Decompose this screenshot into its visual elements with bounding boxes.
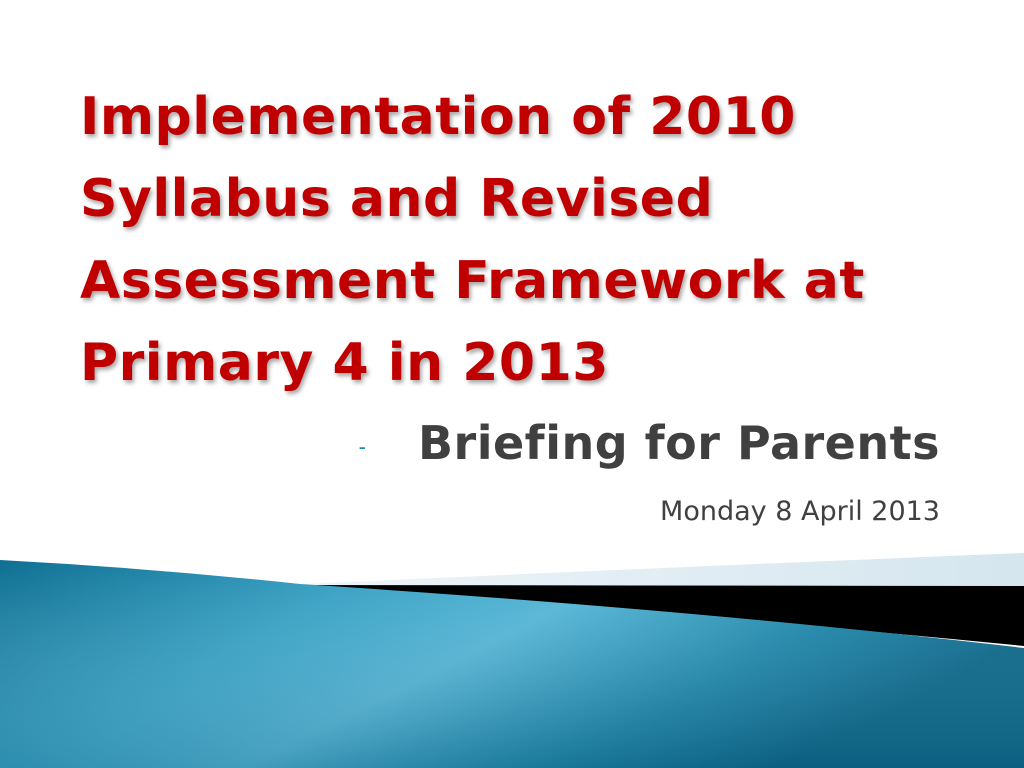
slide-title-line: Primary 4 in 2013: [80, 333, 609, 393]
slide-title-line: Assessment Framework at: [80, 251, 865, 311]
light-band: [300, 553, 1024, 590]
bullet-marker: -: [358, 434, 366, 459]
slide-subtitle: Briefing for Parents: [417, 416, 940, 470]
slide-title-line: Implementation of 2010: [80, 87, 796, 147]
slide-title-line: Syllabus and Revised: [80, 169, 714, 229]
slide-date: Monday 8 April 2013: [660, 496, 940, 527]
